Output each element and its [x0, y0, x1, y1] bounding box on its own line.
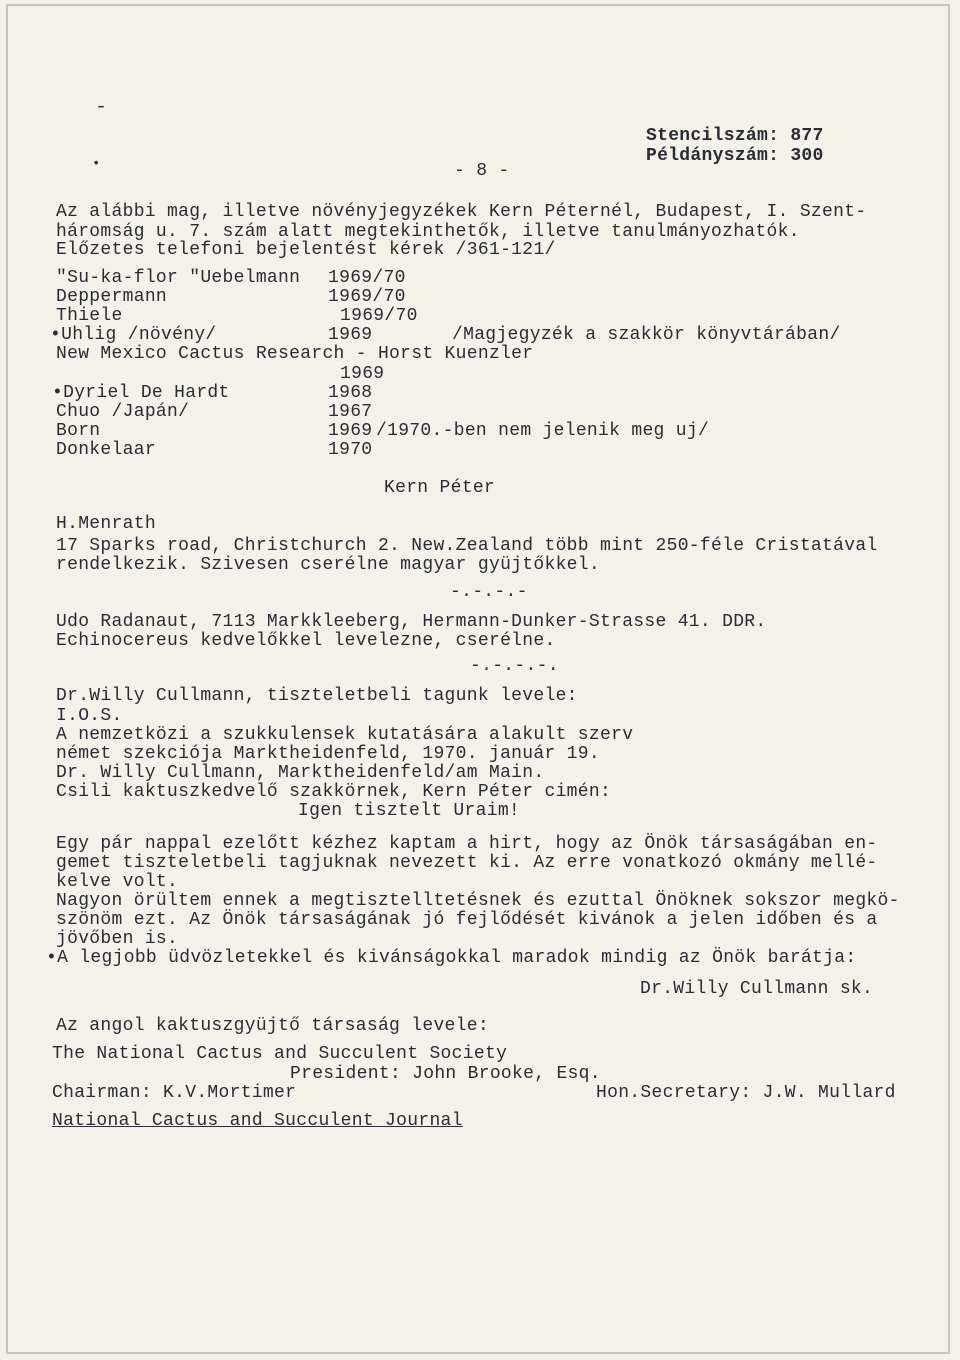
catalog-year: 1970 [328, 440, 373, 460]
cullmann-line-6: Csili kaktuszkedvelő szakkörnek, Kern Péter cimén: [56, 782, 612, 802]
cullmann-line-1: Dr.Willy Cullmann, tiszteletbeli tagunk levele: [56, 686, 578, 706]
cullmann-signature: Dr.Willy Cullmann sk. [640, 979, 874, 999]
society-chairman: Chairman: K.V.Mortimer [52, 1083, 297, 1103]
cullmann-body-6: jövőben is. [56, 929, 179, 949]
catalog-name: Chuo /Japán/ [56, 402, 190, 422]
cullmann-line-4: német szekciója Marktheidenfeld, 1970. január 19. [56, 744, 600, 764]
cullmann-line-5: Dr. Willy Cullmann, Marktheidenfeld/am Main. [56, 763, 545, 783]
intro-line-2: háromság u. 7. szám alatt megtekinthetők, illetve tanulmányozhatók. [56, 222, 800, 242]
catalog-year: 1969 [328, 325, 373, 345]
intro-line-1: Az alábbi mag, illetve növényjegyzékek Kern Péternél, Budapest, I. Szent- [56, 202, 867, 222]
stray-dash-mark: - [95, 96, 108, 119]
catalog-name: •Dyriel De Hardt [52, 383, 230, 403]
cullmann-body-3: kelve volt. [56, 872, 179, 892]
catalog-year: 1968 [328, 383, 373, 403]
stencil-number: Stencilszám: 877 [646, 126, 824, 146]
catalog-name: Deppermann [56, 287, 168, 307]
catalog-year: 1969/70 [328, 268, 406, 288]
society-secretary: Hon.Secretary: J.W. Mullard [596, 1083, 896, 1103]
cullmann-body-2: gemet tiszteletbeli tagjuknak nevezett ki. Az erre vonatkozó okmány mellé- [56, 853, 878, 873]
cullmann-salutation: Igen tisztelt Uraim! [298, 801, 521, 821]
cullmann-body-1: Egy pár nappal ezelőtt kézhez kaptam a hirt, hogy az Önök társaságában en- [56, 834, 878, 854]
society-name: The National Cactus and Succulent Society [52, 1044, 508, 1064]
cullmann-body-7: •A legjobb üdvözletekkel és kivánságokkal maradok mindig az Önök barátja: [46, 948, 857, 968]
menrath-line-2: 17 Sparks road, Christchurch 2. New.Zealand több mint 250-féle Cristatával [56, 536, 878, 556]
catalog-name: Born [56, 421, 101, 441]
catalog-year: 1967 [328, 402, 373, 422]
society-president: President: John Brooke, Esq. [290, 1064, 601, 1084]
menrath-line-1: H.Menrath [56, 514, 156, 534]
signature-kern: Kern Péter [384, 478, 496, 498]
radanaut-line-2: Echinocereus kedvelőkkel levelezne, cserélne. [56, 631, 556, 651]
separator: -.-.-.-. [470, 656, 559, 676]
cullmann-line-2: I.O.S. [56, 706, 123, 726]
society-journal: National Cactus and Succulent Journal [52, 1111, 463, 1131]
stray-dot-mark: • [92, 156, 101, 172]
cullmann-line-3: A nemzetközi a szukkulensek kutatására alakult szerv [56, 725, 634, 745]
catalog-note: /Magjegyzék a szakkör könyvtárában/ [452, 325, 841, 345]
page-number: - 8 - [454, 161, 510, 181]
catalog-year: 1969 [328, 421, 373, 441]
catalog-year: 1969/70 [340, 306, 418, 326]
catalog-name: Donkelaar [56, 440, 156, 460]
separator: -.-.-.- [450, 582, 528, 602]
radanaut-line-1: Udo Radanaut, 7113 Markkleeberg, Hermann-Dunker-Strasse 41. DDR. [56, 612, 767, 632]
cullmann-body-4: Nagyon örültem ennek a megtisztelltetésnek és ezuttal Önöknek sokszor megkö- [56, 891, 900, 911]
catalog-note: /1970.-ben nem jelenik meg uj/ [376, 421, 710, 441]
intro-line-3: Előzetes telefoni bejelentést kérek /361-121/ [56, 240, 556, 260]
catalog-name: •Uhlig /növény/ [50, 325, 217, 345]
english-letter-intro: Az angol kaktuszgyüjtő társaság levele: [56, 1016, 489, 1036]
catalog-year: 1969/70 [328, 287, 406, 307]
menrath-line-3: rendelkezik. Szivesen cserélne magyar gyüjtőkkel. [56, 555, 600, 575]
catalog-name: New Mexico Cactus Research - Horst Kuenzler [56, 344, 534, 364]
copies-number: Példányszám: 300 [646, 146, 824, 166]
catalog-name: "Su-ka-flor "Uebelmann [56, 268, 301, 288]
cullmann-body-5: szönöm ezt. Az Önök társaságának jó fejlődését kivánok a jelen időben és a [56, 910, 878, 930]
catalog-year: 1969 [340, 364, 385, 384]
catalog-name: Thiele [56, 306, 123, 326]
